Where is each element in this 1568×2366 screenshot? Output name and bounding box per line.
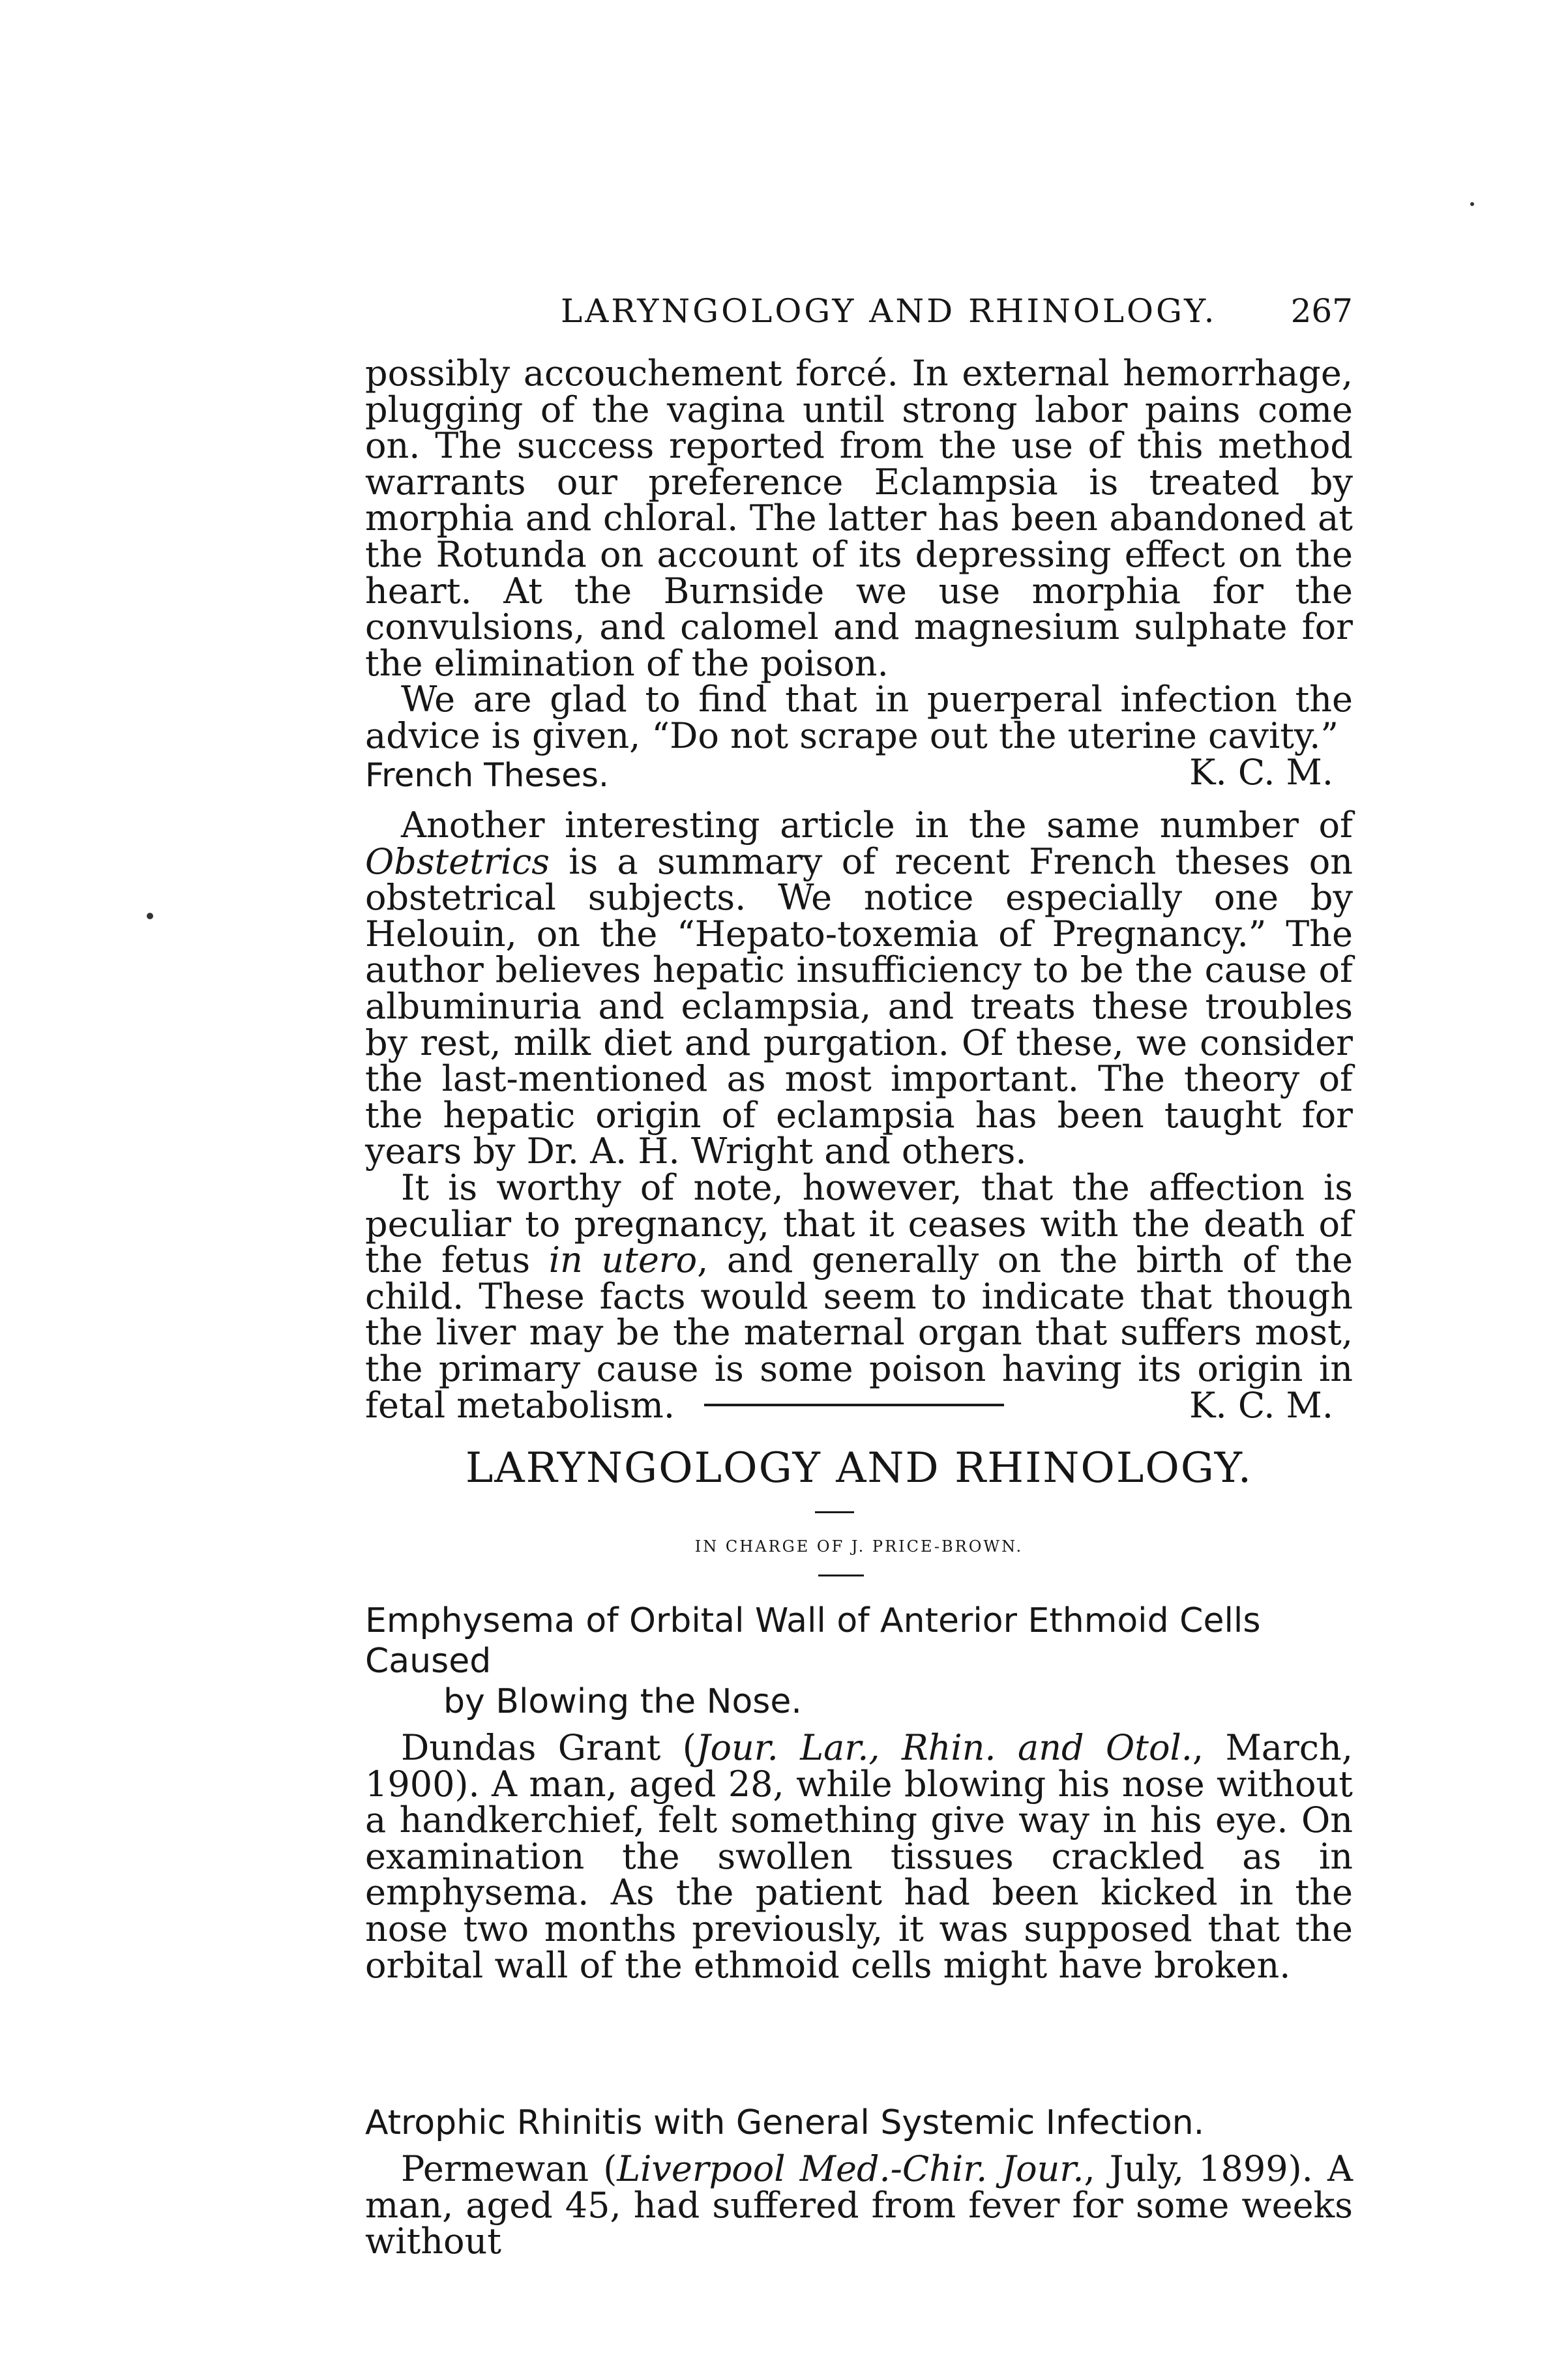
running-title: LARYNGOLOGY AND RHINOLOGY. xyxy=(561,292,1217,330)
article-emphysema-heading-line1: Emphysema of Orbital Wall of Anterior Ethmoid Cells Caused xyxy=(365,1601,1261,1681)
text-run: , and generally on the birth of the child. These facts would seem to indicate that though the liver may be the maternal organ that suffers most, the primary cause is some poison having its origin in fetal metabolism. xyxy=(365,1239,1353,1426)
text-run: is a summary of recent French theses on obstetrical subjects. We notice especially one by Helouin, on the “Hepato-toxemia of Pregnancy.” The author believes hepatic insufficiency to be the cause of albuminuria and eclampsia, and treats these troubles by rest, milk diet and purgation. Of these, we consider the last-mentioned as most important. The theory of the hepatic origin of eclampsia has been taught for years by Dr. A. H. Wright and others. xyxy=(365,840,1353,1172)
short-rule-1 xyxy=(815,1511,854,1513)
french-theses-block xyxy=(365,751,1353,794)
article-emphysema-text xyxy=(365,1727,1353,1986)
text-run: Permewan ( xyxy=(401,2148,617,2189)
running-head xyxy=(365,292,1353,338)
article-atrophic-rhinitis xyxy=(365,2103,1353,2260)
french-theses-body xyxy=(365,805,1353,1426)
text-run: It is worthy of note, however, that the affection is peculiar to pregnancy, that it ceases with the death of the fetus xyxy=(365,1166,1353,1281)
text-run: Another interesting article in the same number of xyxy=(401,805,1353,846)
page-number: 267 xyxy=(1290,292,1353,330)
journal-title: Obstetrics xyxy=(365,840,550,882)
section-divider xyxy=(704,1404,1004,1406)
paragraph-puerperal-text: We are glad to find that in puerperal infection the advice is given, “Do not scrape out the uterine cavity.” xyxy=(365,679,1353,756)
journal-title: Jour. Lar., Rhin. and Otol. xyxy=(696,1727,1192,1768)
paragraph-continued: possibly accouchement forcé. In external hemorrhage, plugging of the vagina until strong labor pains come on. The success reported from the use of this method warrants our preference Eclampsia is treated by morphia and chloral. The latter has been abandoned at the Rotunda on account of its depressing effect on the heart. At the Burnside we use morphia for the convulsions, and calomel and magnesium sulphate for the elimination of the poison. xyxy=(365,353,1353,684)
margin-speck xyxy=(1470,202,1474,206)
french-theses-paragraph-1 xyxy=(365,807,1353,1170)
article-emphysema-heading-line2: by Blowing the Nose. xyxy=(443,1682,802,1721)
margin-speck xyxy=(147,913,153,919)
article-atrophic-heading: Atrophic Rhinitis with General Systemic Infection. xyxy=(365,2103,1205,2142)
text-run: Dundas Grant ( xyxy=(401,1727,696,1768)
short-rule-2 xyxy=(818,1575,864,1576)
text-run: , July, 1899). A man, aged 45, had suffered from fever for some weeks without xyxy=(365,2148,1353,2262)
journal-title: Liverpool Med.-Chir. Jour. xyxy=(617,2148,1084,2189)
french-theses-heading: French Theses. xyxy=(365,756,609,794)
continued-paragraph-block xyxy=(365,353,1353,793)
article-atrophic-text xyxy=(365,2148,1353,2262)
article-emphysema xyxy=(365,1601,1353,1986)
in-charge-line: IN CHARGE OF J. PRICE-BROWN. xyxy=(694,1537,1024,1556)
section-heading: LARYNGOLOGY AND RHINOLOGY. xyxy=(465,1444,1253,1492)
french-theses-paragraph-2 xyxy=(365,1166,1353,1426)
text-run: , March, 1900). A man, aged 28, while blowing his nose without a handkerchief, felt something give way in his eye. On examination the swollen tissues crackled as in emphysema. As the patient had been kicked in the nose two months previously, it was supposed that the orbital wall of the ethmoid cells might have broken. xyxy=(365,1727,1353,1986)
italic-phrase: in utero xyxy=(548,1239,698,1281)
signature-kcm-2: K. C. M. xyxy=(1189,1384,1333,1426)
signature-kcm-1: K. C. M. xyxy=(1189,751,1333,793)
